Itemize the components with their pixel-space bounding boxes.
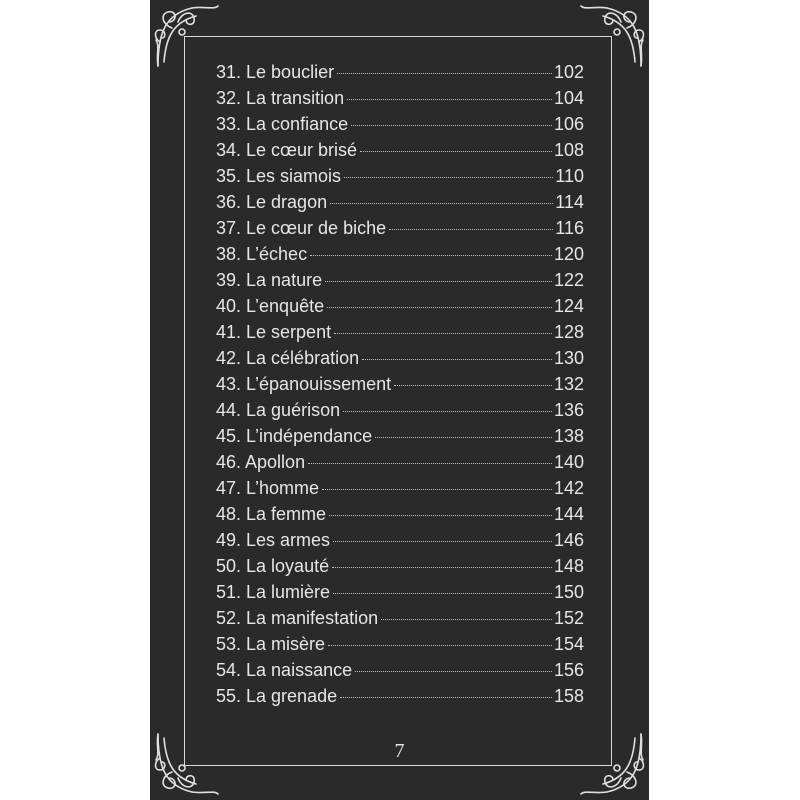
toc-entry-title: 38. L’échec (216, 244, 308, 264)
toc-entry-title: 48. La femme (216, 504, 327, 524)
toc-entry-page: 102 (553, 62, 584, 82)
toc-entry-title: 47. L’homme (216, 478, 320, 498)
dot-leader (333, 541, 552, 542)
toc-entry-page: 114 (555, 192, 584, 212)
toc-entry-title: 53. La misère (216, 634, 326, 654)
toc-entry-title: 50. La loyauté (216, 556, 330, 576)
dot-leader (308, 463, 552, 464)
toc-entry-page: 154 (553, 634, 584, 654)
dot-leader (327, 307, 552, 308)
dot-leader (340, 697, 552, 698)
toc-entry-title: 51. La lumière (216, 582, 331, 602)
dot-leader (325, 281, 552, 282)
toc-entry[interactable] (216, 400, 584, 426)
table-of-contents (216, 62, 584, 712)
toc-entry[interactable] (216, 556, 584, 582)
toc-entry-title: 37. Le cœur de biche (216, 218, 387, 238)
dot-leader (355, 671, 552, 672)
toc-entry-page: 140 (553, 452, 584, 472)
page-number: 7 (394, 740, 405, 762)
toc-entry-title: 42. La célébration (216, 348, 360, 368)
toc-entry-page: 122 (553, 270, 584, 290)
toc-entry-title: 49. Les armes (216, 530, 331, 550)
ornate-flourish-icon (152, 728, 222, 798)
toc-entry-page: 152 (553, 608, 584, 628)
toc-entry-title: 41. Le serpent (216, 322, 332, 342)
toc-entry-title: 34. Le cœur brisé (216, 140, 358, 160)
toc-entry-title: 31. Le bouclier (216, 62, 335, 82)
toc-entry[interactable] (216, 582, 584, 608)
toc-entry[interactable] (216, 88, 584, 114)
toc-entry[interactable] (216, 608, 584, 634)
toc-entry-title: 54. La naissance (216, 660, 353, 680)
toc-entry[interactable] (216, 244, 584, 270)
toc-entry-page: 136 (553, 400, 584, 420)
toc-entry-title: 39. La nature (216, 270, 323, 290)
toc-entry[interactable] (216, 322, 584, 348)
toc-entry-page: 130 (553, 348, 584, 368)
toc-entry-page: 124 (553, 296, 584, 316)
toc-entry[interactable] (216, 140, 584, 166)
dot-leader (329, 515, 552, 516)
toc-entry-page: 132 (553, 374, 584, 394)
dot-leader (310, 255, 552, 256)
dot-leader (351, 125, 552, 126)
toc-entry-page: 138 (553, 426, 584, 446)
toc-entry[interactable] (216, 530, 584, 556)
toc-entry[interactable] (216, 686, 584, 712)
dot-leader (332, 567, 552, 568)
toc-entry-page: 116 (555, 218, 584, 238)
toc-entry-title: 52. La manifestation (216, 608, 379, 628)
toc-entry-page: 144 (553, 504, 584, 524)
toc-entry-title: 40. L’enquête (216, 296, 325, 316)
toc-entry[interactable] (216, 374, 584, 400)
dot-leader (389, 229, 553, 230)
toc-entry[interactable] (216, 504, 584, 530)
toc-entry-page: 142 (553, 478, 584, 498)
dot-leader (344, 177, 553, 178)
toc-entry-page: 150 (553, 582, 584, 602)
toc-entry-title: 36. Le dragon (216, 192, 328, 212)
toc-entry[interactable] (216, 270, 584, 296)
toc-entry-page: 128 (553, 322, 584, 342)
toc-entry-page: 146 (553, 530, 584, 550)
ornate-flourish-icon (577, 2, 647, 72)
ornate-flourish-icon (577, 728, 647, 798)
toc-entry-page: 108 (553, 140, 584, 160)
toc-entry[interactable] (216, 218, 584, 244)
dot-leader (360, 151, 552, 152)
dot-leader (330, 203, 553, 204)
toc-entry-title: 32. La transition (216, 88, 345, 108)
toc-entry-title: 33. La confiance (216, 114, 349, 134)
toc-entry-page: 156 (553, 660, 584, 680)
toc-entry-title: 45. L’indépendance (216, 426, 373, 446)
dot-leader (337, 73, 552, 74)
toc-entry-page: 120 (553, 244, 584, 264)
dot-leader (394, 385, 552, 386)
toc-entry[interactable] (216, 166, 584, 192)
book-page (150, 0, 649, 800)
toc-entry-title: 44. La guérison (216, 400, 341, 420)
toc-entry-title: 46. Apollon (216, 452, 306, 472)
dot-leader (375, 437, 552, 438)
dot-leader (381, 619, 552, 620)
toc-entry[interactable] (216, 114, 584, 140)
toc-entry[interactable] (216, 478, 584, 504)
toc-entry[interactable] (216, 660, 584, 686)
dot-leader (343, 411, 552, 412)
toc-entry-page: 148 (553, 556, 584, 576)
dot-leader (328, 645, 552, 646)
dot-leader (322, 489, 552, 490)
dot-leader (334, 333, 552, 334)
toc-entry[interactable] (216, 634, 584, 660)
toc-entry[interactable] (216, 452, 584, 478)
toc-entry-page: 110 (555, 166, 584, 186)
toc-entry[interactable] (216, 62, 584, 88)
toc-entry[interactable] (216, 192, 584, 218)
dot-leader (347, 99, 552, 100)
toc-entry[interactable] (216, 296, 584, 322)
dot-leader (333, 593, 552, 594)
toc-entry-page: 104 (553, 88, 584, 108)
toc-entry-title: 55. La grenade (216, 686, 338, 706)
toc-entry-page: 158 (553, 686, 584, 706)
toc-entry[interactable] (216, 426, 584, 452)
dot-leader (362, 359, 552, 360)
toc-entry-title: 35. Les siamois (216, 166, 342, 186)
toc-entry[interactable] (216, 348, 584, 374)
toc-entry-title: 43. L’épanouissement (216, 374, 392, 394)
toc-entry-page: 106 (553, 114, 584, 134)
ornate-flourish-icon (152, 2, 222, 72)
